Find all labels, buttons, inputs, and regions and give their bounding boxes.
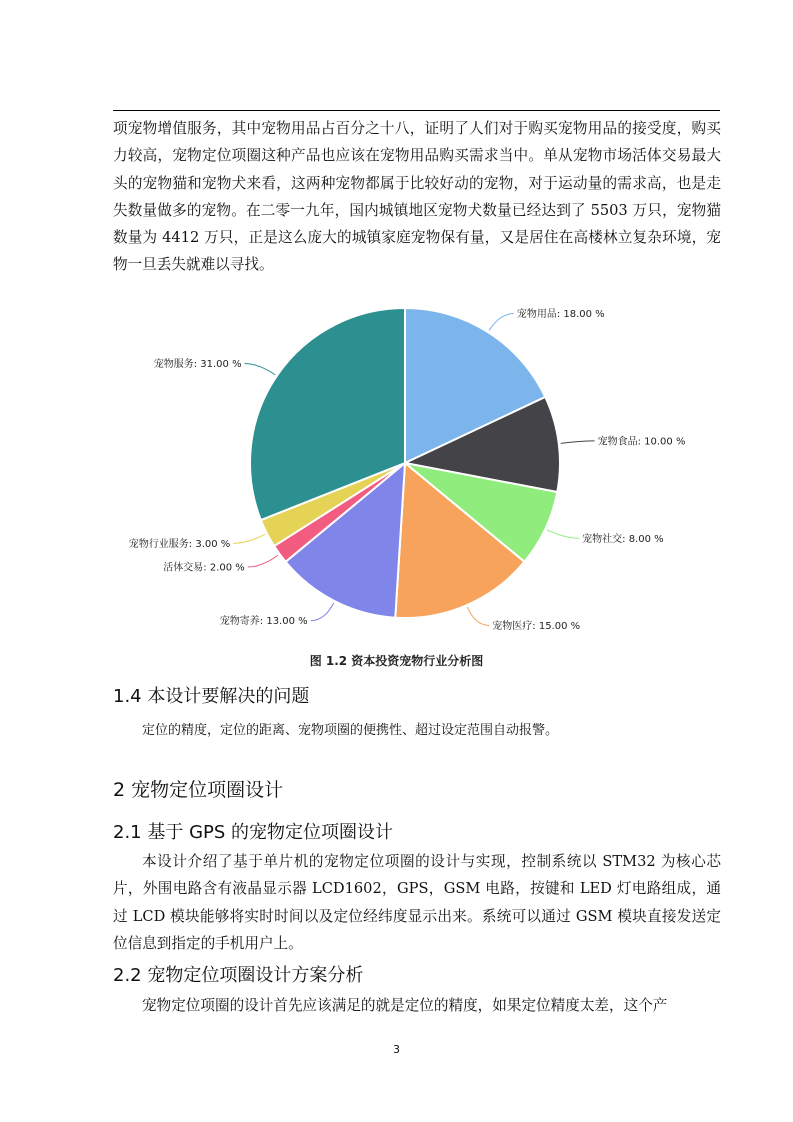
section-2-2-heading: 2.2 宠物定位项圈设计方案分析: [113, 965, 364, 986]
section-1-4-body: 定位的精度，定位的距离、宠物项圈的便携性、超过设定范围自动报警。: [142, 723, 559, 738]
pie-leader-7: [245, 364, 276, 375]
pie-label-5: 活体交易: 2.00 %: [163, 562, 245, 574]
pie-label-2: 宠物社交: 8.00 %: [582, 533, 664, 545]
section-1-4-heading: 1.4 本设计要解决的问题: [113, 686, 310, 707]
pie-label-7: 宠物服务: 31.00 %: [153, 359, 242, 371]
chapter-2-heading: 2 宠物定位项圈设计: [113, 779, 284, 801]
pie-leader-4: [311, 603, 334, 621]
section-2-1-heading: 2.1 基于 GPS 的宠物定位项圈设计: [113, 822, 394, 843]
pie-label-0: 宠物用品: 18.00 %: [516, 309, 605, 321]
pie-label-4: 宠物寄养: 13.00 %: [219, 616, 308, 628]
pie-label-6: 宠物行业服务: 3.00 %: [128, 538, 231, 550]
section-2-1-body: 本设计介绍了基于单片机的宠物定位项圈的设计与实现，控制系统以 STM32 为核心芯片，外围电路含有液晶显示器 LCD1602，GPS，GSM 电路，按键和 LED 灯电路组成，通过 LCD 模块能够将实时时间以及定位经纬度显示出来。系统可以通过 GSM 模块直接发送定位信息到指定的手机用户上。: [113, 853, 721, 952]
intro-paragraph: 项宠物增值服务，其中宠物用品占百分之十八，证明了人们对于购买宠物用品的接受度，购买力较高，宠物定位项圈这种产品也应该在宠物用品购买需求当中。单从宠物市场活体交易最大头的宠物猫和宠物犬来看，这两种宠物都属于比较好动的宠物，对于运动量的需求高，也是走失数量做多的宠物。在二零一九年，国内城镇地区宠物犬数量已经达到了 5503 万只，宠物猫数量为 4412 万只，正是这么庞大的城镇家庭宠物保有量，又是居住在高楼林立复杂环境，宠物一旦丢失就难以寻找。: [113, 120, 721, 274]
figure-caption: 图 1.2 资本投资宠物行业分析图: [309, 654, 484, 668]
pie-leader-3: [467, 607, 489, 625]
pie-leader-6: [233, 534, 265, 543]
pie-label-1: 宠物食品: 10.00 %: [597, 436, 686, 448]
pie-label-3: 宠物医疗: 15.00 %: [492, 620, 581, 632]
pie-leader-2: [547, 530, 579, 539]
pie-leader-1: [561, 441, 595, 444]
page-number: 3: [393, 1043, 400, 1056]
pie-chart: [100, 290, 700, 650]
header-rule: [113, 110, 720, 111]
pie-leader-5: [248, 555, 278, 567]
pie-leader-0: [489, 314, 514, 331]
section-2-2-body: 宠物定位项圈的设计首先应该满足的就是定位的精度，如果定位精度太差，这个产: [142, 997, 668, 1014]
